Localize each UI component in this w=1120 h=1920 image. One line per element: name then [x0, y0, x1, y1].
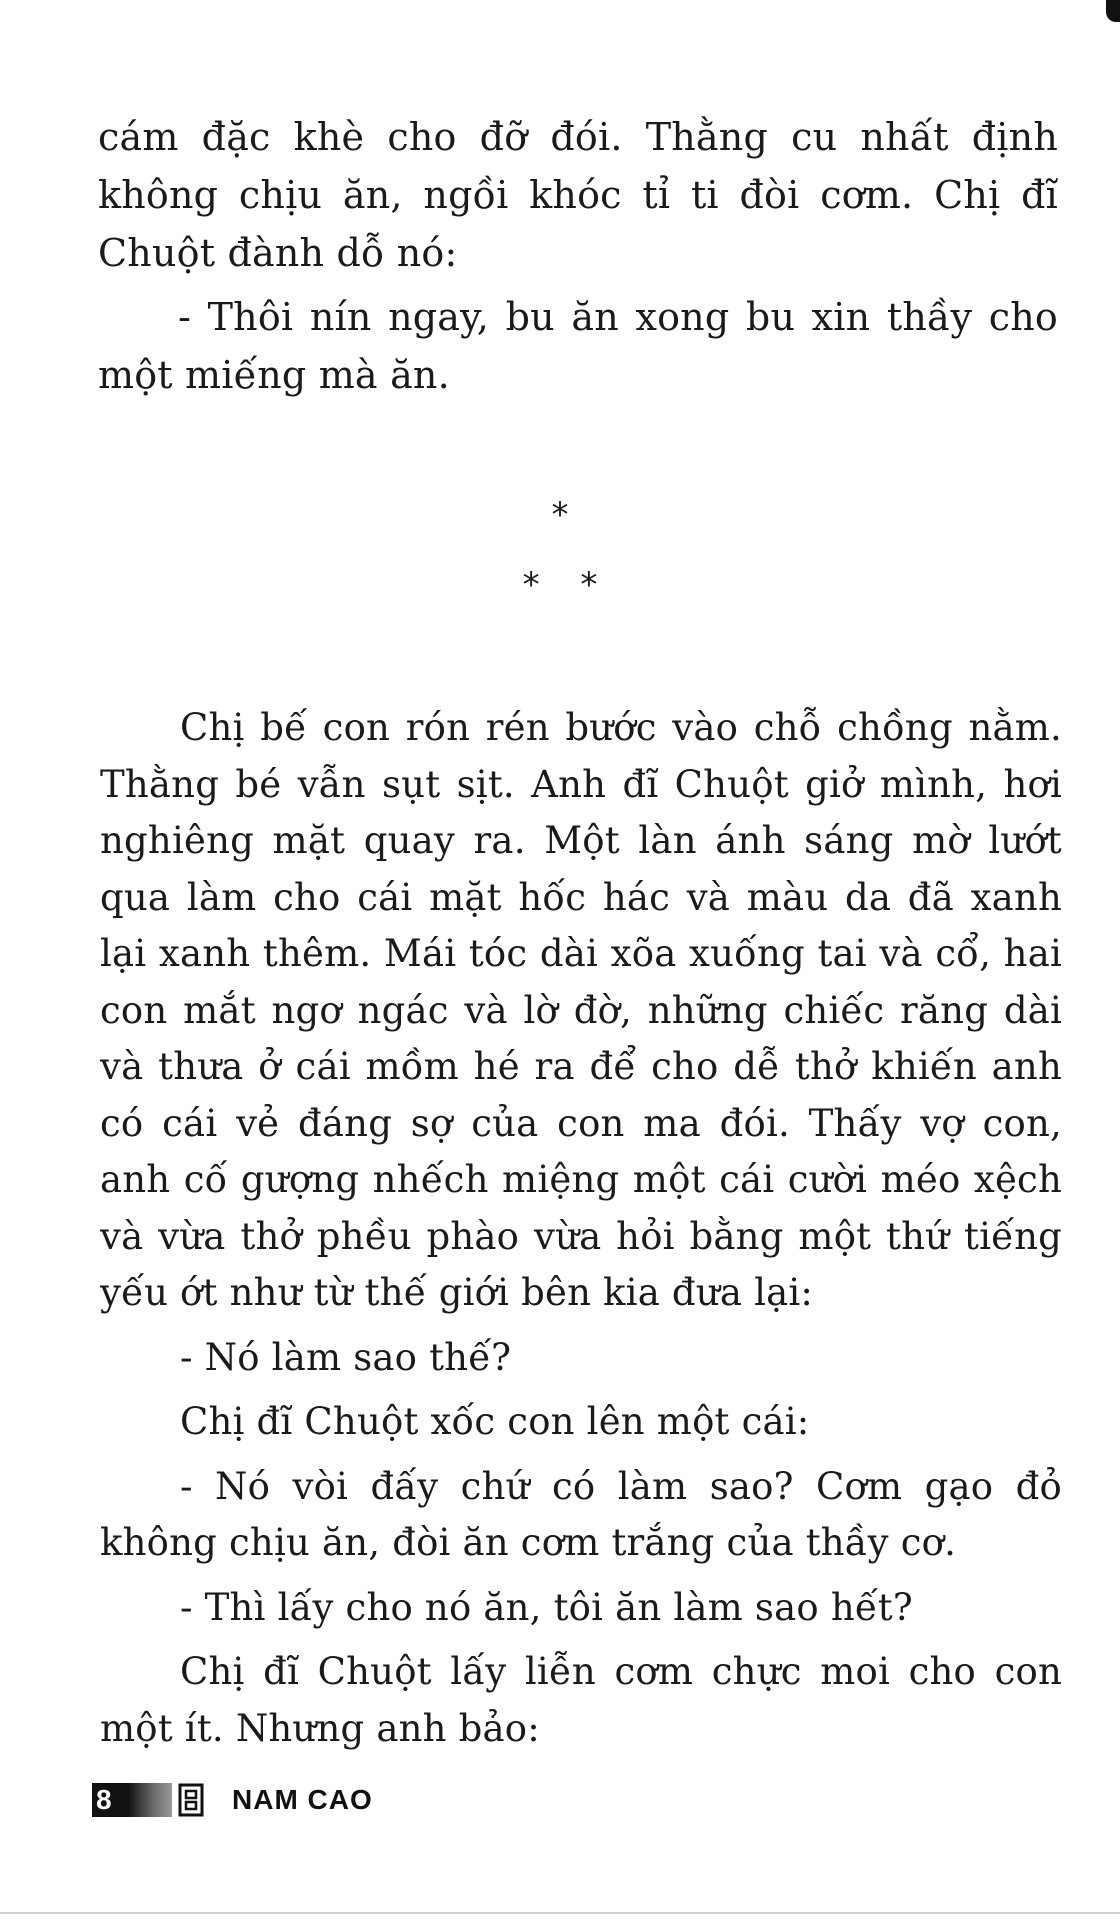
page-footer	[92, 1782, 373, 1818]
main-text-block	[100, 700, 1062, 1757]
ornament-icon	[178, 1783, 204, 1817]
paragraph: Chị đĩ Chuột lấy liễn cơm chực moi cho con một ít. Nhưng anh bảo:	[100, 1650, 1062, 1750]
paragraph: cám đặc khè cho đỡ đói. Thằng cu nhất định không chịu ăn, ngồi khóc tỉ ti đòi cơm. Chị đĩ Chuột đành dỗ nó:	[98, 115, 1058, 275]
paragraph: - Nó vòi đấy chứ có làm sao? Cơm gạo đỏ không chịu ăn, đòi ăn cơm trắng của thầy cơ.	[100, 1464, 1062, 1564]
section-separator-top: *	[551, 495, 569, 535]
page-number: 8	[92, 1783, 172, 1817]
paragraph: - Nó làm sao thế?	[180, 1335, 512, 1379]
page-corner-mark	[1106, 0, 1120, 22]
section-separator-bottom: * *	[522, 565, 598, 605]
top-text-block	[98, 108, 1058, 404]
author-name: NAM CAO	[232, 1784, 373, 1815]
paragraph: Chị đĩ Chuột xốc con lên một cái:	[180, 1400, 810, 1443]
page-edge-line	[0, 1912, 1120, 1914]
paragraph: - Thôi nín ngay, bu ăn xong bu xin thầy cho một miếng mà ăn.	[98, 295, 1058, 397]
paragraph: - Thì lấy cho nó ăn, tôi ăn làm sao hết?	[180, 1585, 913, 1629]
paragraph: Chị bế con rón rén bước vào chỗ chồng nằm. Thằng bé vẫn sụt sịt. Anh đĩ Chuột giở mình, hơi nghiêng mặt quay ra. Một làn ánh sáng mờ lướt qua làm cho cái mặt hốc hác và màu da đã xanh lại xanh thêm. Mái tóc dài xõa xuống tai và cổ, hai con mắt ngơ ngác và lờ đờ, những chiếc răng dài và thưa ở cái mồm hé ra để cho dễ thở khiến anh có cái vẻ đáng sợ của con ma đói. Thấy vợ con, anh cố gượng nhếch miệng một cái cười méo xệch và vừa thở phều phào vừa hỏi bằng một thứ tiếng yếu ớt như từ thế giới bên kia đưa lại:	[100, 706, 1062, 1314]
